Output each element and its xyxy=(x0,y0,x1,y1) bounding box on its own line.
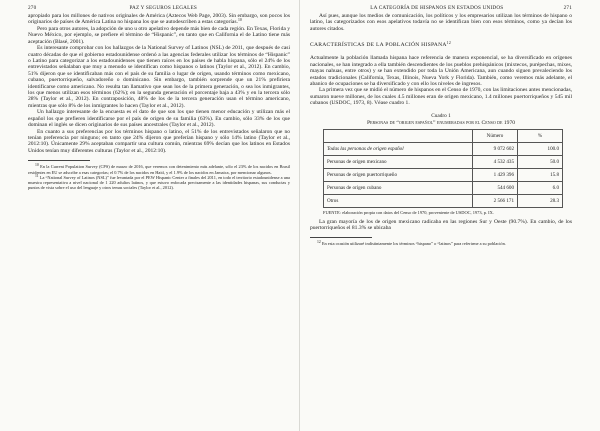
table-cell-percent: 15.8 xyxy=(518,168,563,181)
table-header-label xyxy=(324,129,473,142)
table-title: Personas de “origen español” enumeradas por el Censo de 1970 xyxy=(366,119,516,126)
right-page-number: 271 xyxy=(563,5,572,11)
table-cell-label: Todas las personas de origen español xyxy=(324,142,473,155)
table-row xyxy=(324,168,563,181)
left-paragraph-2: Pero para otros autores, la adopción de uno u otro apelativo depende más bien de cada región. En Texas, Florida y Nuevo México, por ejemplo, se prefiere el término de “Hispanic”, en tanto que en California el de Latino tiene más aceptación (Blasé, 2001). xyxy=(28,25,290,45)
table-header-row xyxy=(324,129,563,142)
table-row xyxy=(324,155,563,168)
footnote-rule xyxy=(28,160,90,161)
footnote-12: $^{12}$ En esta ocasión utilizaré indistintamente los términos “hispano” o “latinos” para referirme a su población. xyxy=(317,240,506,247)
table-cell-number: 544 600 xyxy=(473,181,518,194)
table-source: FUENTE: elaboración propia con datos del Censo de 1970, proveniente de USDOC, 1973, p. IX. xyxy=(323,209,494,215)
table-cell-percent: 6.0 xyxy=(518,181,563,194)
left-paragraph-4: Un hallazgo interesante de la encuesta es el dato de que son los que tienen menor educación y utilizan más el español los que prefieren identificarse por el país de origen de su familia (63%). En cambio, sólo 33% de los que dominan el inglés se dicen originarios de sus países ancestrales (Taylor et al., 2012). xyxy=(28,109,290,129)
table-header-percent: % xyxy=(518,129,563,142)
table-cell-percent: 28.3 xyxy=(518,194,563,207)
table-cell-number: 1 429 396 xyxy=(473,168,518,181)
right-paragraph-1: Actualmente la población llamada hispana hace referencia de manera exponencial, se ha diversificado en orígenes nacionales, se han integrado a ella también descendientes de los pueblos prehispánicos (mixtecos, purépechas, mixes, mayas nahuas, entre otros) y se han extendido por toda la Unión Americana, aun cuando siguen prevaleciendo los estados tradicionales (California, Texas, Illinois, Nueva York y Florida). También, como veremos más adelante, el abanico de ocupaciones se ha diversificado y con ello los niveles de ingresos. xyxy=(310,55,572,87)
left-paragraph-5: En cuanto a sus preferencias por los términos hispano o latino, el 51% de los entrevistados señalaron que no tenían preferencia por ninguno; en tanto que 24% dijeron que preferían hispano y sólo 14% latino (Taylor et al., 2012:10). Únicamente 29% aceptaban compartir una cultura común, mientras 69% decían que los latinos en Estados Unidos tenían muy diferentes culturas (Taylor et al., 2012:10). xyxy=(28,128,290,154)
census-table xyxy=(323,129,563,208)
table-cell-number: 2 566 171 xyxy=(473,194,518,207)
table-header-number: Número xyxy=(473,129,518,142)
section-heading: CARACTERÍSTICAS DE LA POBLACIÓN HISPANA$^{12}$ xyxy=(310,41,451,49)
table-cell-label: Personas de origen puertorriqueño xyxy=(324,168,473,181)
left-running-head: PAZ Y SEGUROS LEGALES xyxy=(129,5,197,11)
table-cell-label: Personas de origen mexicano xyxy=(324,155,473,168)
table-cell-number: 4 532 435 xyxy=(473,155,518,168)
right-running-header xyxy=(310,5,572,13)
right-page xyxy=(300,0,600,431)
table-row xyxy=(324,181,563,194)
table-cell-percent: 100.0 xyxy=(518,142,563,155)
table-cell-percent: 50.0 xyxy=(518,155,563,168)
left-running-header xyxy=(28,5,290,13)
left-paragraph-3: Es interesante comprobar con los hallazgos de la National Survey of Latinos (NSL) de 2011, que después de casi cuatro décadas de que el gobierno estadounidense ordenó a las agencias federales utilizar los términos de “Hispanic” o Latino para categorizar a los estadounidenses que tienen raíces en los países de habla hispana, sólo el 24% de los entrevistados señalaban que muy a menudo se identifican como hispanos o latinos (Taylor et al., 2012). En cambio, 51% dijeron que se identificaban más con el país de su familia o lugar de origen, usando términos como mexicano, cubano, puertorriqueño, salvadoreño o dominicano. Sin embargo, también sorprende que un 21% prefiriera identificarse como americano. No resulta tan llamativo que sean los de la primera generación, o sea los inmigrantes, los que menos utilizan esos términos (62%); en la segunda generación el porcentaje baja a 43% y en la tercera sólo 28% (Taylor et al., 2012). En contraposición, 48% de los de la tercera generación usan el término americano, mientras que sólo 8% de los inmigrantes lo hacen (Taylor et al., 2012). xyxy=(28,45,290,109)
table-cell-label: Otros xyxy=(324,194,473,207)
table-row xyxy=(324,142,563,155)
right-closing-paragraph: La gran mayoría de los de origen mexicano radicaba en las regiones Sur y Oeste (90.7%). En cambio, de los puertorriqueños el 81.3% se ubicaba xyxy=(310,218,572,232)
right-running-head: LA CATEGORÍA DE HISPANOS EN ESTADOS UNIDOS xyxy=(370,5,504,11)
left-page-number: 270 xyxy=(28,5,37,11)
right-paragraph-2: La primera vez que se midió el número de hispanos en el Censo de 1970, con las limitaciones antes mencionadas, sumaron nueve millones, de los cuales 4.5 millones eran de origen mexicano, 1.4 millones puertorriqueños y 545 mil cubanos (USDOC, 1973, 8). Véase cuadro 1. xyxy=(310,87,572,107)
table-cell-label: Personas de origen cubano xyxy=(324,181,473,194)
left-paragraph-1: apropiado para los millones de nativos originales de América (Aztecos Web Page, 2003). Sin embargo, son pocos los originarios de países de América Latina no hispana los que se autodescriben a estas categorías.$^{10}$ xyxy=(28,13,290,26)
table-row xyxy=(324,194,563,207)
table-cell-number: 9 072 602 xyxy=(473,142,518,155)
right-footnote-rule xyxy=(310,237,372,238)
table-label: Cuadro 1 xyxy=(431,112,451,119)
footnote-10: $^{10}$ En la Current Population Survey (CPS) de marzo de 2016, que veremos con detenimiento más adelante, sólo el 23% de los nacidos en Brasil residentes en EU se adscribe a esas categorías; el 0.7% de los nacidos en Haití, y el 1.9% de los nacidos en Jamaica, por mencionar algunos. xyxy=(28,163,290,175)
footnote-11: $^{11}$ La “National Survey of Latinos (NSL)” fue levantada por el PEW Hispanic Center a finales del 2011, en todo el territorio estadounidense a una muestra representativa a nivel nacional de 1 220 adultos latinos, y que estuvo enfocada precisamente a las identidades hispanas, sus conductas y puntos de vista sobre el uso del lenguaje y otros temas sociales (Taylor et al., 2012). xyxy=(28,173,290,191)
right-intro-paragraph: Así pues, aunque los medios de comunicación, los políticos y los empresarios utilizan los términos de hispano o latino, las categorizados con esos apelativos todavía no se identifican bien con esos términos, como ya decían los autores citados. xyxy=(310,13,572,32)
